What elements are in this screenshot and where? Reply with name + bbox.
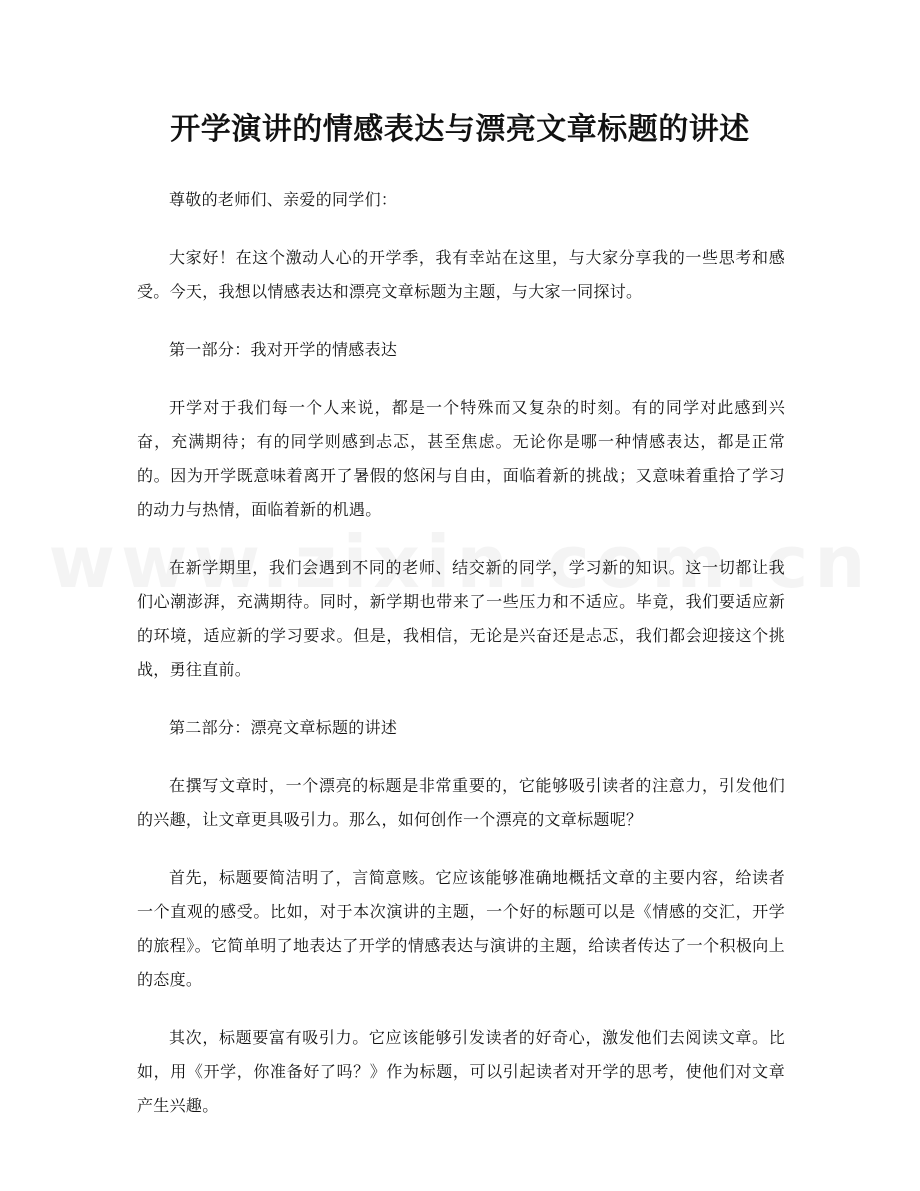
section-1-heading: 第一部分：我对开学的情感表达 <box>169 340 398 359</box>
section-2-paragraph-1: 在撰写文章时，一个漂亮的标题是非常重要的，它能够吸引读者的注意力，引发他们的兴趣，让文章更具吸引力。那么，如何创作一个漂亮的文章标题呢？ <box>137 776 785 829</box>
document-body <box>137 183 785 1147</box>
section-2-paragraph-2: 首先，标题要简洁明了，言简意赅。它应该能够准确地概括文章的主要内容，给读者一个直观的感受。比如，对于本次演讲的主题，一个好的标题可以是《情感的交汇，开学的旅程》。它简单明了地表达了开学的情感表达与演讲的主题，给读者传达了一个积极向上的态度。 <box>137 868 785 989</box>
section-2-paragraph-3: 其次，标题要富有吸引力。它应该能够引发读者的好奇心，激发他们去阅读文章。比如，用《开学，你准备好了吗？》作为标题，可以引起读者对开学的思考，使他们对文章产生兴趣。 <box>137 1028 785 1115</box>
section-1-paragraph-2: 在新学期里，我们会遇到不同的老师、结交新的同学，学习新的知识。这一切都让我们心潮澎湃，充满期待。同时，新学期也带来了一些压力和不适应。毕竟，我们要适应新的环境，适应新的学习要求。但是，我相信，无论是兴奋还是忐忑，我们都会迎接这个挑战，勇往直前。 <box>137 558 785 679</box>
intro-paragraph: 大家好！在这个激动人心的开学季，我有幸站在这里，与大家分享我的一些思考和感受。今天，我想以情感表达和漂亮文章标题为主题，与大家一同探讨。 <box>137 248 785 301</box>
section-1-paragraph-1: 开学对于我们每一个人来说，都是一个特殊而又复杂的时刻。有的同学对此感到兴奋，充满期待；有的同学则感到忐忑，甚至焦虑。无论你是哪一种情感表达，都是正常的。因为开学既意味着离开了暑假的悠闲与自由，面临着新的挑战；又意味着重拾了学习的动力与热情，面临着新的机遇。 <box>137 398 785 519</box>
greeting-paragraph: 尊敬的老师们、亲爱的同学们： <box>169 190 398 209</box>
document-title: 开学演讲的情感表达与漂亮文章标题的讲述 <box>170 112 750 147</box>
section-2-heading: 第二部分：漂亮文章标题的讲述 <box>169 718 398 737</box>
